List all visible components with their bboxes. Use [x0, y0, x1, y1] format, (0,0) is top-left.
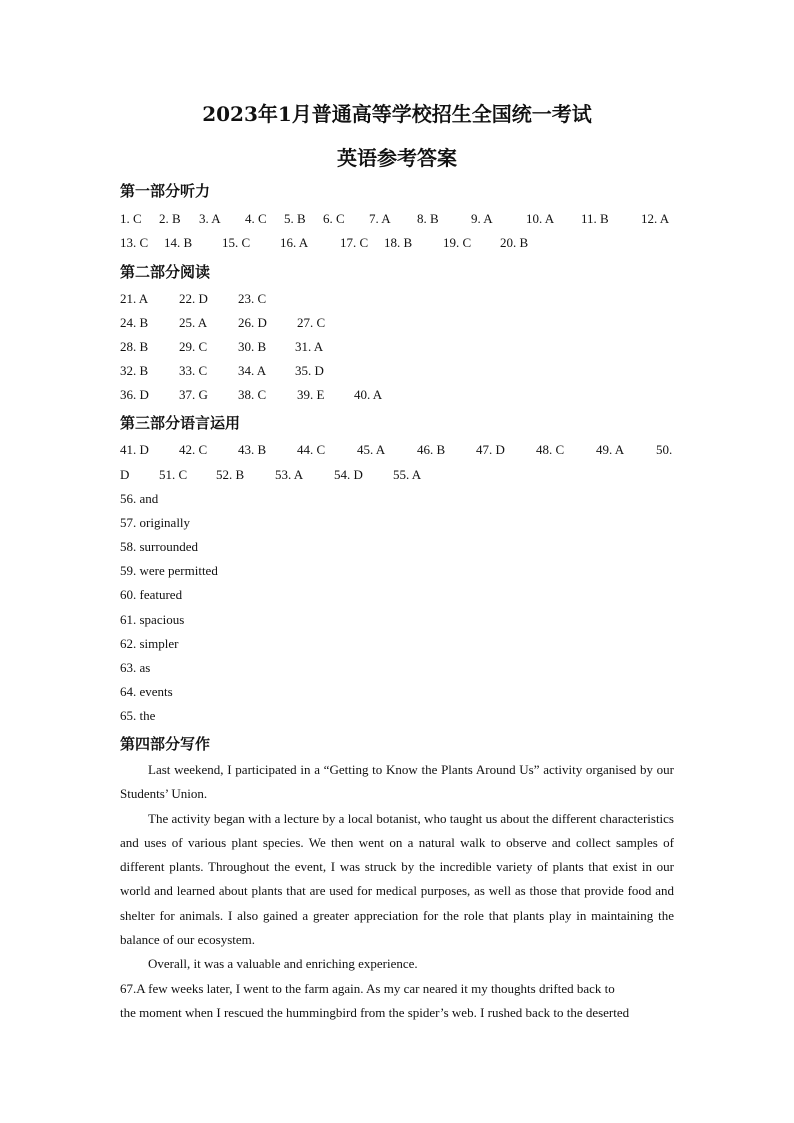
answer-item: 34. A	[238, 363, 267, 378]
fill-in-answer: 56. and	[120, 491, 159, 506]
answer-item: 46. B	[417, 442, 446, 457]
fill-in-answer: 65. the	[120, 708, 156, 723]
answer-item: 33. C	[179, 363, 208, 378]
answer-item: 38. C	[238, 387, 267, 402]
answer-item: 51. C	[159, 467, 188, 482]
answer-item: 23. C	[238, 291, 267, 306]
section-writing-heading: 第四部分写作	[120, 735, 211, 753]
answer-item: 13. C	[120, 235, 149, 250]
answer-item: 52. B	[216, 467, 245, 482]
answer-item: 28. B	[120, 339, 149, 354]
answer-item: 29. C	[179, 339, 208, 354]
essay-paragraph-3: Overall, it was a valuable and enriching experience.	[148, 956, 418, 972]
section-language-heading: 第三部分语言运用	[120, 414, 241, 432]
answer-item: 37. G	[179, 387, 208, 402]
answer-item: 45. A	[357, 442, 386, 457]
fill-in-answer: 63. as	[120, 660, 151, 675]
answer-item: 40. A	[354, 387, 383, 402]
fill-in-answer: 59. were permitted	[120, 563, 218, 578]
fill-in-answer: 64. events	[120, 684, 173, 699]
continuation-line-1: 67.A few weeks later, I went to the farm again. As my car neared it my thoughts drifted back to	[120, 981, 615, 996]
answer-item: D	[120, 467, 130, 482]
answer-item: 31. A	[295, 339, 324, 354]
fill-in-answer: 62. simpler	[120, 636, 179, 651]
fill-in-answer: 61. spacious	[120, 612, 185, 627]
answer-item: 21. A	[120, 291, 149, 306]
answer-item: 49. A	[596, 442, 625, 457]
answer-item: 48. C	[536, 442, 565, 457]
answer-item: 20. B	[500, 235, 529, 250]
essay-paragraph-2: The activity began with a lecture by a local botanist, who taught us about the different characteristics and uses of various plant species. We then went on a natural walk to observe and collect samples of different plants. Throughout the event, I was struck by the incredible variety of plants that exist in our world and learned about plants that are used for medical purposes, as well as those that provide food and shelter for animals. I also gained a greater appreciation for the role that plants play in maintaining the balance of our ecosystem.	[120, 810, 674, 948]
answer-item: 3. A	[199, 211, 221, 226]
answer-item: 8. B	[417, 211, 439, 226]
answer-item: 14. B	[164, 235, 193, 250]
answer-item: 35. D	[295, 363, 324, 378]
answer-item: 53. A	[275, 467, 304, 482]
answer-item: 24. B	[120, 315, 149, 330]
answer-item: 7. A	[369, 211, 391, 226]
answer-item: 26. D	[238, 315, 267, 330]
answer-item: 54. D	[334, 467, 363, 482]
continuation-line-2: the moment when I rescued the hummingbird from the spider’s web. I rushed back to the deserted	[120, 1005, 630, 1020]
answer-item: 44. C	[297, 442, 326, 457]
answer-item: 5. B	[284, 211, 306, 226]
answer-item: 19. C	[443, 235, 472, 250]
answer-item: 50.	[656, 442, 673, 457]
section-reading-heading: 第二部分阅读	[120, 263, 211, 281]
answer-item: 43. B	[238, 442, 267, 457]
answer-item: 42. C	[179, 442, 208, 457]
essay-paragraph-1: Last weekend, I participated in a “Getting to Know the Plants Around Us” activity organised by our Students’ Union.	[120, 762, 674, 802]
fill-in-answer: 57. originally	[120, 515, 191, 530]
exam-subtitle: 英语参考答案	[337, 146, 457, 170]
answer-item: 12. A	[641, 211, 670, 226]
answer-item: 4. C	[245, 211, 267, 226]
answer-item: 9. A	[471, 211, 493, 226]
answer-item: 47. D	[476, 442, 505, 457]
answer-item: 27. C	[297, 315, 326, 330]
answer-item: 39. E	[297, 387, 325, 402]
answer-item: 17. C	[340, 235, 369, 250]
answer-item: 30. B	[238, 339, 267, 354]
section-listening-heading: 第一部分听力	[120, 182, 211, 200]
answer-item: 16. A	[280, 235, 309, 250]
fill-in-answer: 60. featured	[120, 587, 183, 602]
answer-item: 22. D	[179, 291, 208, 306]
answer-item: 11. B	[581, 211, 609, 226]
answer-item: 6. C	[323, 211, 345, 226]
answer-item: 32. B	[120, 363, 149, 378]
answer-item: 41. D	[120, 442, 149, 457]
answer-item: 36. D	[120, 387, 149, 402]
answer-item: 18. B	[384, 235, 413, 250]
answer-item: 10. A	[526, 211, 555, 226]
exam-title: 2023年1月普通高等学校招生全国统一考试	[202, 102, 592, 126]
answer-item: 1. C	[120, 211, 142, 226]
answer-item: 25. A	[179, 315, 208, 330]
fill-in-answer: 58. surrounded	[120, 539, 198, 554]
answer-item: 2. B	[159, 211, 181, 226]
essay-body	[120, 758, 674, 977]
answer-item: 55. A	[393, 467, 422, 482]
answer-item: 15. C	[222, 235, 251, 250]
